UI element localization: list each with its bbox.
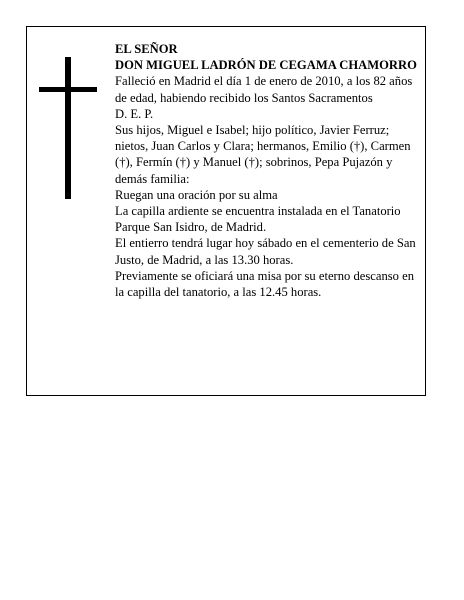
notice-paragraph-prayer: Ruegan una oración por su alma xyxy=(115,187,278,202)
obituary-notice xyxy=(26,26,426,396)
notice-paragraph-family: Sus hijos, Miguel e Isabel; hijo político, Javier Ferruz; nietos, Juan Carlos y Clara; hermanos, Emilio (†), Carmen (†), Fermín (†) y Manuel (†); sobrinos, Pepa Pujazón y demás familia: xyxy=(115,123,411,186)
notice-heading-title: EL SEÑOR xyxy=(115,42,178,56)
cross-icon xyxy=(39,57,97,199)
notice-text xyxy=(115,41,421,300)
notice-heading-name: DON MIGUEL LADRÓN DE CEGAMA CHAMORRO xyxy=(115,58,417,73)
cross-horizontal-bar xyxy=(39,87,97,92)
notice-paragraph-dep: D. E. P. xyxy=(115,106,154,121)
notice-paragraph-mass: Previamente se oficiará una misa por su eterno descanso en la capilla del tanatorio, a las 12.45 horas. xyxy=(115,268,414,300)
notice-paragraph-chapel: La capilla ardiente se encuentra instalada en el Tanatorio Parque San Isidro, de Madrid. xyxy=(115,204,401,235)
notice-paragraph-burial: El entierro tendrá lugar hoy sábado en el cementerio de San Justo, de Madrid, a las 13.30 horas. xyxy=(115,236,416,267)
notice-paragraph-death: Falleció en Madrid el día 1 de enero de 2010, a los 82 años de edad, habiendo recibido los Santos Sacramentos xyxy=(115,74,413,105)
cross-vertical-bar xyxy=(65,57,71,199)
